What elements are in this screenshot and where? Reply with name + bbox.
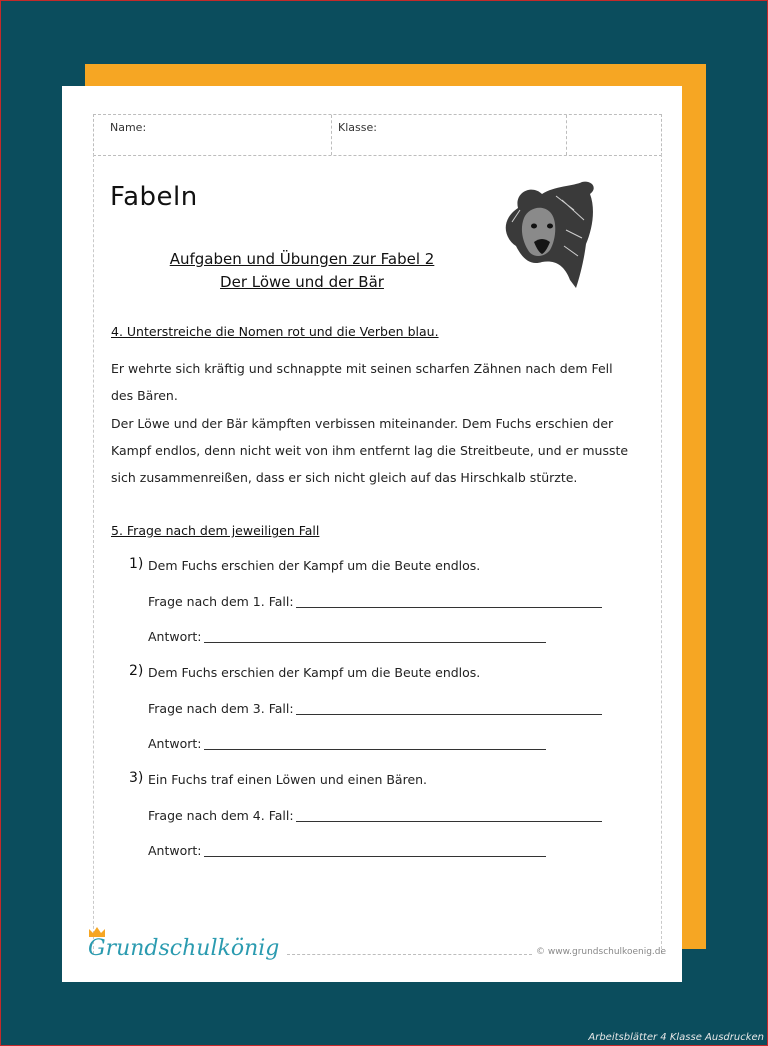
task5-heading: 5. Frage nach dem jeweiligen Fall	[111, 523, 320, 538]
worksheet	[62, 86, 682, 982]
website-credit: © www.grundschulkoenig.de	[536, 947, 667, 957]
watermark: Arbeitsblätter 4 Klasse Ausdrucken	[588, 1032, 764, 1043]
answer-line[interactable]	[204, 856, 546, 857]
question-answer-line[interactable]	[296, 607, 602, 608]
item-sentence: Dem Fuchs erschien der Kampf um die Beute endlos.	[148, 558, 481, 573]
brand-logo: Grundschulkönig	[88, 936, 280, 961]
header-divider	[331, 115, 332, 155]
answer-label: Antwort:	[148, 629, 202, 644]
question-answer-line[interactable]	[296, 821, 602, 822]
item-number: 3)	[129, 770, 144, 786]
answer-label: Antwort:	[148, 843, 202, 858]
item-number: 1)	[129, 556, 144, 572]
task4-paragraph-2: Der Löwe und der Bär kämpften verbissen miteinander. Dem Fuchs erschien der Kampf endlos, denn nicht weit von ihm entfernt lag die Streitbeute, und er musste sich zusammenreißen, dass er sich nicht gleich auf das Hirschkalb stürzte.	[111, 416, 629, 485]
item-sentence: Ein Fuchs traf einen Löwen und einen Bären.	[148, 772, 428, 787]
question-label: Frage nach dem 3. Fall:	[148, 701, 294, 716]
answer-line[interactable]	[204, 642, 546, 643]
page-title: Fabeln	[110, 182, 198, 212]
name-label: Name:	[110, 121, 147, 134]
subtitle-line-2: Der Löwe und der Bär	[220, 273, 384, 291]
subtitle-line-1: Aufgaben und Übungen zur Fabel 2	[169, 250, 435, 268]
header-divider	[566, 115, 567, 155]
header-fields	[93, 114, 662, 156]
item-number: 2)	[129, 663, 144, 679]
task4-heading: 4. Unterstreiche die Nomen rot und die Verben blau.	[111, 324, 439, 339]
item-sentence: Dem Fuchs erschien der Kampf um die Beute endlos.	[148, 665, 481, 680]
bear-illustration	[494, 180, 602, 292]
answer-label: Antwort:	[148, 736, 202, 751]
answer-line[interactable]	[204, 749, 546, 750]
question-answer-line[interactable]	[296, 714, 602, 715]
question-label: Frage nach dem 4. Fall:	[148, 808, 294, 823]
task4-paragraph-1: Er wehrte sich kräftig und schnappte mit seinen scharfen Zähnen nach dem Fell des Bären.	[111, 361, 613, 403]
class-label: Klasse:	[338, 121, 377, 134]
question-label: Frage nach dem 1. Fall:	[148, 594, 294, 609]
footer-divider	[287, 954, 532, 955]
